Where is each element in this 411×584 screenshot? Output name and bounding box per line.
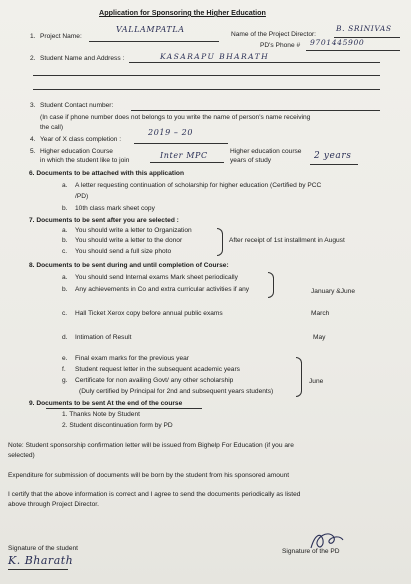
student-signature-label: Signature of the student (8, 545, 79, 552)
section-7-brace (217, 228, 223, 256)
certify-line-1: I certify that the above information is correct and I agree to send the documents periodically as listed (8, 491, 301, 498)
section-8-g-text-2: (Duly certified by Principal for 2nd and subsequent years students) (79, 388, 274, 395)
item-number-2: 2. (30, 55, 36, 62)
section-9-item-1: 1. Thanks Note by Student (62, 411, 140, 418)
section-7-heading: 7. Documents to be sent after you are selected : (29, 217, 179, 224)
project-director-label: Name of the Project Director: (231, 31, 317, 38)
section-8-b-marker: b. (62, 286, 68, 293)
pd-signature-label: Signature of the PD (282, 548, 340, 555)
section-8-a-marker: a. (62, 274, 68, 281)
student-signature: K. Bharath (8, 554, 74, 567)
section-9-heading: 9. Documents to be sent At the end of the course (29, 400, 183, 407)
section-8-d-marker: d. (62, 334, 68, 341)
contact-note-1: (In case if phone number does not belongs to you write the name of person's name receiving (40, 114, 311, 121)
section-8-ab-when: January &June (311, 288, 355, 295)
project-name-line (89, 41, 219, 42)
section-6-heading: 6. Documents to be attached with this application (29, 170, 184, 177)
item-number-1: 1. (30, 33, 36, 40)
item-number-4: 4. (30, 136, 36, 143)
item-number-5: 5. (30, 148, 36, 155)
pd-phone-label: PD's Phone # (260, 42, 301, 49)
student-address-line-3 (33, 89, 380, 90)
student-address-line-2 (33, 75, 380, 76)
section-8-c-text: Hall Ticket Xerox copy before annual public exams (75, 310, 223, 317)
duration-label-1: Higher education course (230, 148, 302, 155)
section-8-g-marker: g. (62, 377, 68, 384)
duration-line (310, 164, 358, 165)
form-title: Application for Sponsoring the Higher Education (99, 8, 266, 17)
section-8-g-text: Certificate for non availing Govt/ any other scholarship (75, 377, 234, 384)
certify-line-2: above through Project Director. (8, 501, 99, 508)
section-6-b-marker: b. (62, 205, 68, 212)
duration-label-2: years of study (230, 157, 272, 164)
section-8-efg-brace (296, 357, 302, 397)
completion-label: Year of X class completion : (40, 136, 122, 143)
completion-line (134, 143, 228, 144)
section-7-a-marker: a. (62, 227, 68, 234)
project-name-label: Project Name: (40, 33, 82, 40)
student-name-value: KASARAPU BHARATH (160, 52, 270, 61)
section-8-e-text: Final exam marks for the previous year (75, 355, 189, 362)
section-8-ab-brace (268, 272, 274, 298)
section-8-heading: 8. Documents to be sent during and until completion of Course: (29, 262, 229, 269)
pd-phone-value: 9701445900 (310, 38, 365, 47)
student-signature-line (8, 569, 68, 570)
course-label-2: in which the student like to join (40, 157, 130, 164)
project-name-value: VALLAMPATLA (116, 25, 185, 34)
section-8-b-text: Any achievements in Co and extra curricular activities if any (75, 286, 250, 293)
contact-label: Student Contact number: (40, 102, 114, 109)
section-8-c-marker: c. (62, 310, 68, 317)
section-7-a-text: You should write a letter to Organization (75, 227, 192, 234)
section-8-efg-when: June (309, 378, 324, 385)
section-8-f-marker: f. (62, 366, 66, 373)
section-8-f-text: Student request letter in the subsequent academic years (75, 366, 240, 373)
contact-note-2: the call) (40, 124, 64, 131)
student-name-label: Student Name and Address : (40, 55, 125, 62)
note-line-2: selected) (8, 452, 35, 459)
expenditure-note: Expenditure for submission of documents will be born by the student from his sponsored amount (8, 472, 290, 479)
completion-value: 2019 – 20 (148, 128, 194, 137)
section-7-b-marker: b. (62, 237, 68, 244)
contact-line (131, 110, 380, 111)
section-8-c-when: March (311, 310, 330, 317)
section-8-d-when: May (313, 334, 326, 341)
section-9-item-2: 2. Student discontinuation form by PD (62, 422, 173, 429)
course-value: Inter MPC (160, 151, 208, 160)
section-7-note: After receipt of 1st installment in August (229, 237, 345, 244)
section-8-e-marker: e. (62, 355, 68, 362)
course-line (150, 162, 224, 163)
section-9-underline (46, 408, 202, 409)
student-address-line-1 (129, 62, 380, 63)
duration-value: 2 years (314, 151, 352, 161)
item-number-3: 3. (30, 102, 36, 109)
section-8-a-text: You should send Internal exams Mark sheet periodically (75, 274, 238, 281)
section-6-a-text-2: /PD) (75, 193, 89, 200)
section-7-c-marker: c. (62, 248, 68, 255)
note-line-1: Note: Student sponsorship confirmation letter will be issued from Bighelp For Education (if you are (8, 442, 294, 449)
section-7-c-text: You should send a full size photo (75, 248, 172, 255)
section-6-a-marker: a. (62, 182, 68, 189)
section-6-b-text: 10th class mark sheet copy (75, 205, 155, 212)
project-director-value: B. SRINIVAS (336, 24, 392, 33)
section-7-b-text: You should write a letter to the donor (75, 237, 183, 244)
course-label-1: Higher education Course (40, 148, 113, 155)
section-8-d-text: Intimation of Result (75, 334, 132, 341)
pd-phone-line (306, 50, 400, 51)
section-6-a-text: A letter requesting continuation of scholarship for higher education (Certified by PCC (75, 182, 322, 189)
